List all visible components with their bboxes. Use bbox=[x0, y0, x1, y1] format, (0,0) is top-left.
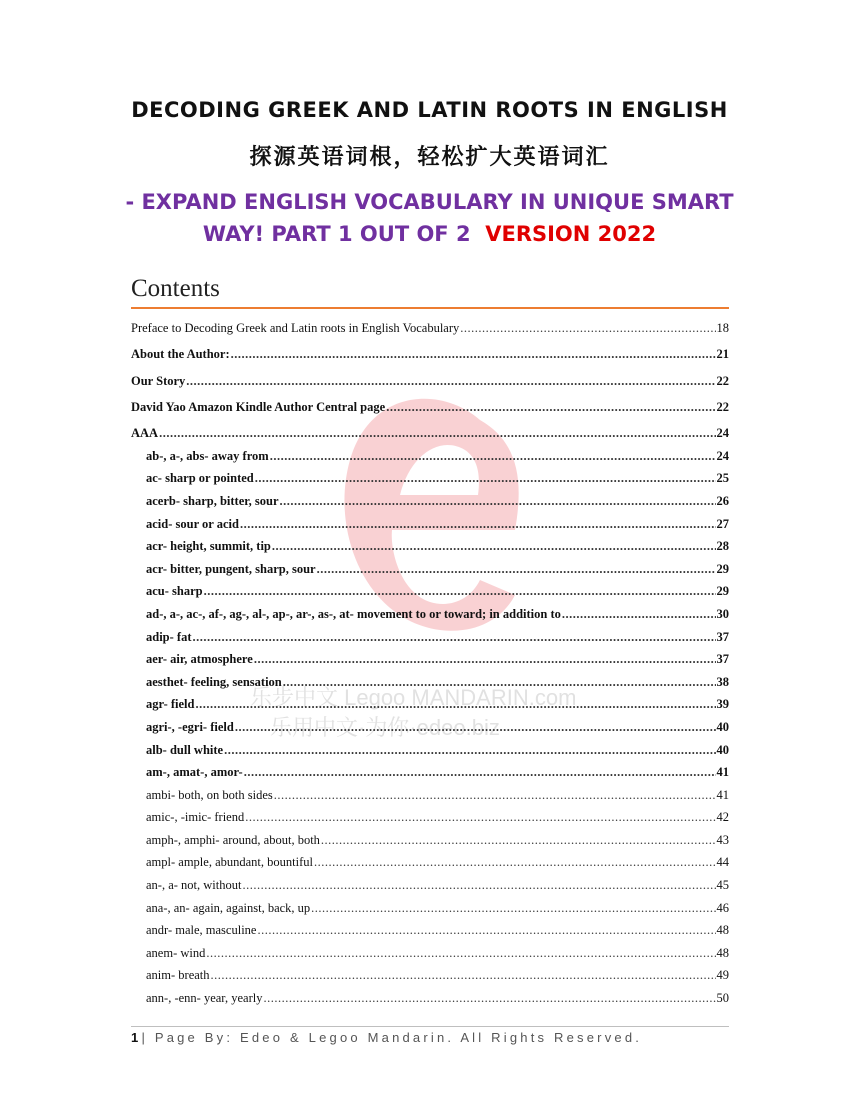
toc-entry[interactable] bbox=[131, 645, 729, 668]
toc-page: 21 bbox=[716, 347, 729, 362]
dot-leader bbox=[311, 901, 715, 916]
toc-entry[interactable] bbox=[131, 599, 729, 622]
toc-entry[interactable] bbox=[131, 690, 729, 713]
toc-page: 37 bbox=[716, 629, 729, 644]
dot-leader bbox=[280, 494, 716, 509]
toc-page: 22 bbox=[716, 373, 729, 388]
toc-entry[interactable] bbox=[131, 916, 729, 939]
toc-entry[interactable] bbox=[131, 961, 729, 984]
toc-entry[interactable] bbox=[131, 532, 729, 555]
watermark-line-1: 乐步中文 Legoo MANDARIN.com bbox=[250, 685, 577, 710]
toc-label: ab-, a-, abs- away from bbox=[146, 448, 269, 463]
footer-page-number: 1 bbox=[131, 1030, 142, 1045]
toc-label: anim- breath bbox=[146, 968, 210, 983]
toc-page: 30 bbox=[716, 606, 729, 621]
toc-label: ana-, an- again, against, back, up bbox=[146, 900, 311, 915]
toc-label: alb- dull white bbox=[146, 742, 224, 757]
footer-rule bbox=[131, 1026, 729, 1027]
toc-page: 18 bbox=[716, 321, 729, 335]
dot-leader bbox=[272, 539, 716, 554]
toc-label: acr- bitter, pungent, sharp, sour bbox=[146, 561, 316, 576]
toc-label: an-, a- not, without bbox=[146, 878, 242, 893]
toc-entry[interactable] bbox=[131, 486, 729, 509]
toc-entry[interactable] bbox=[131, 464, 729, 487]
dot-leader bbox=[257, 923, 715, 938]
dot-leader bbox=[244, 765, 716, 780]
table-of-contents bbox=[131, 314, 729, 1006]
toc-label: ad-, a-, ac-, af-, ag-, al-, ap-, ar-, as-, at- movement to or toward; in addition to bbox=[146, 606, 561, 621]
toc-page: 25 bbox=[716, 471, 729, 486]
toc-label: agr- field bbox=[146, 697, 195, 712]
toc-label: ambi- both, on both sides bbox=[146, 787, 273, 802]
toc-page: 46 bbox=[716, 900, 729, 915]
toc-label: Preface to Decoding Greek and Latin roots in English Vocabulary bbox=[131, 321, 460, 335]
toc-entry[interactable] bbox=[131, 622, 729, 645]
toc-page: 48 bbox=[716, 945, 729, 960]
dot-leader bbox=[195, 697, 715, 712]
dot-leader bbox=[224, 743, 715, 758]
toc-page: 22 bbox=[716, 399, 729, 414]
toc-page: 42 bbox=[716, 810, 729, 825]
toc-entry[interactable] bbox=[131, 825, 729, 848]
subtitle-line-2-text: WAY! PART 1 OUT OF 2 bbox=[202, 222, 471, 246]
dot-leader bbox=[255, 471, 716, 486]
toc-page: 28 bbox=[716, 539, 729, 554]
toc-entry[interactable] bbox=[131, 938, 729, 961]
dot-leader bbox=[231, 347, 716, 362]
dot-leader bbox=[186, 374, 715, 389]
toc-label: amic-, -imic- friend bbox=[146, 810, 245, 825]
toc-page: 41 bbox=[716, 787, 729, 802]
dot-leader bbox=[314, 855, 716, 870]
version-label: VERSION 2022 bbox=[485, 222, 657, 246]
dot-leader bbox=[245, 810, 715, 825]
toc-entry[interactable] bbox=[131, 667, 729, 690]
toc-entry[interactable] bbox=[131, 848, 729, 871]
toc-entry[interactable] bbox=[131, 758, 729, 781]
toc-entry[interactable] bbox=[131, 712, 729, 735]
title-chinese: 探源英语词根，轻松扩大英语词汇 bbox=[249, 144, 610, 170]
dot-leader bbox=[242, 878, 715, 893]
subtitle-line-2 bbox=[0, 218, 859, 250]
toc-page: 37 bbox=[716, 652, 729, 667]
toc-page: 27 bbox=[716, 516, 729, 531]
toc-page: 24 bbox=[716, 448, 729, 463]
toc-label: ann-, -enn- year, yearly bbox=[146, 991, 263, 1006]
toc-label: amph-, amphi- around, about, both bbox=[146, 832, 320, 847]
watermark-line-2: 乐用中文·为你·edeo.biz bbox=[270, 715, 500, 740]
dot-leader bbox=[193, 630, 716, 645]
toc-label: acerb- sharp, bitter, sour bbox=[146, 493, 279, 508]
toc-page: 26 bbox=[716, 493, 729, 508]
subtitle-line-1: - EXPAND ENGLISH VOCABULARY IN UNIQUE SMART bbox=[125, 190, 734, 214]
toc-entry-preface[interactable] bbox=[131, 314, 729, 336]
toc-entry[interactable] bbox=[131, 983, 729, 1006]
subtitle bbox=[0, 186, 859, 250]
toc-label: aesthet- feeling, sensation bbox=[146, 674, 282, 689]
toc-entry-aaa[interactable] bbox=[131, 415, 729, 441]
dot-leader bbox=[386, 400, 715, 415]
toc-label: andr- male, masculine bbox=[146, 923, 257, 938]
toc-page: 50 bbox=[716, 991, 729, 1006]
dot-leader bbox=[159, 426, 715, 441]
toc-page: 40 bbox=[716, 742, 729, 757]
contents-heading: Contents bbox=[131, 275, 220, 302]
toc-page: 49 bbox=[716, 968, 729, 983]
dot-leader bbox=[562, 607, 716, 622]
toc-page: 41 bbox=[716, 765, 729, 780]
page-footer bbox=[131, 1030, 642, 1045]
footer-text: | Page By: Edeo & Legoo Mandarin. All Rights Reserved. bbox=[141, 1030, 643, 1045]
toc-page: 44 bbox=[716, 855, 729, 870]
dot-leader bbox=[211, 968, 716, 983]
dot-leader bbox=[254, 652, 716, 667]
toc-entry[interactable] bbox=[131, 577, 729, 600]
dot-leader bbox=[460, 321, 715, 336]
toc-page: 40 bbox=[716, 719, 729, 734]
toc-label: ampl- ample, abundant, bountiful bbox=[146, 855, 313, 870]
toc-entry[interactable] bbox=[131, 509, 729, 532]
dot-leader bbox=[321, 833, 716, 848]
toc-entry[interactable] bbox=[131, 554, 729, 577]
toc-entry-author-central[interactable] bbox=[131, 389, 729, 415]
toc-label: aer- air, atmosphere bbox=[146, 652, 253, 667]
dot-leader bbox=[317, 562, 716, 577]
toc-page: 45 bbox=[716, 878, 729, 893]
dot-leader bbox=[204, 584, 716, 599]
dot-leader bbox=[283, 675, 716, 690]
title-english: DECODING GREEK AND LATIN ROOTS IN ENGLISH bbox=[131, 98, 728, 122]
dot-leader bbox=[206, 946, 715, 961]
toc-page: 29 bbox=[716, 561, 729, 576]
toc-label: adip- fat bbox=[146, 629, 192, 644]
toc-entry[interactable] bbox=[131, 441, 729, 464]
toc-entry[interactable] bbox=[131, 780, 729, 803]
dot-leader bbox=[235, 720, 716, 735]
toc-page: 48 bbox=[716, 923, 729, 938]
toc-label: David Yao Amazon Kindle Author Central page bbox=[131, 399, 386, 414]
toc-label: am-, amat-, amor- bbox=[146, 765, 243, 780]
toc-entry[interactable] bbox=[131, 870, 729, 893]
toc-page: 29 bbox=[716, 584, 729, 599]
toc-label: acr- height, summit, tip bbox=[146, 539, 271, 554]
toc-label: About the Author: bbox=[131, 347, 230, 362]
toc-entry-our-story[interactable] bbox=[131, 362, 729, 388]
toc-page: 43 bbox=[716, 832, 729, 847]
toc-label: anem- wind bbox=[146, 945, 206, 960]
dot-leader bbox=[263, 991, 715, 1006]
toc-label: acu- sharp bbox=[146, 584, 203, 599]
toc-label: ac- sharp or pointed bbox=[146, 471, 254, 486]
toc-entry[interactable] bbox=[131, 893, 729, 916]
dot-leader bbox=[240, 517, 716, 532]
toc-label: Our Story bbox=[131, 373, 186, 388]
toc-page: 38 bbox=[716, 674, 729, 689]
toc-page: 24 bbox=[716, 426, 729, 441]
toc-label: AAA bbox=[131, 426, 159, 441]
contents-rule bbox=[131, 307, 729, 309]
toc-entry-about-author[interactable] bbox=[131, 336, 729, 362]
toc-page: 39 bbox=[716, 697, 729, 712]
toc-entry[interactable] bbox=[131, 803, 729, 826]
toc-label: agri-, -egri- field bbox=[146, 719, 234, 734]
dot-leader bbox=[270, 449, 716, 464]
dot-leader bbox=[274, 788, 716, 803]
toc-label: acid- sour or acid bbox=[146, 516, 239, 531]
toc-entry[interactable] bbox=[131, 735, 729, 758]
